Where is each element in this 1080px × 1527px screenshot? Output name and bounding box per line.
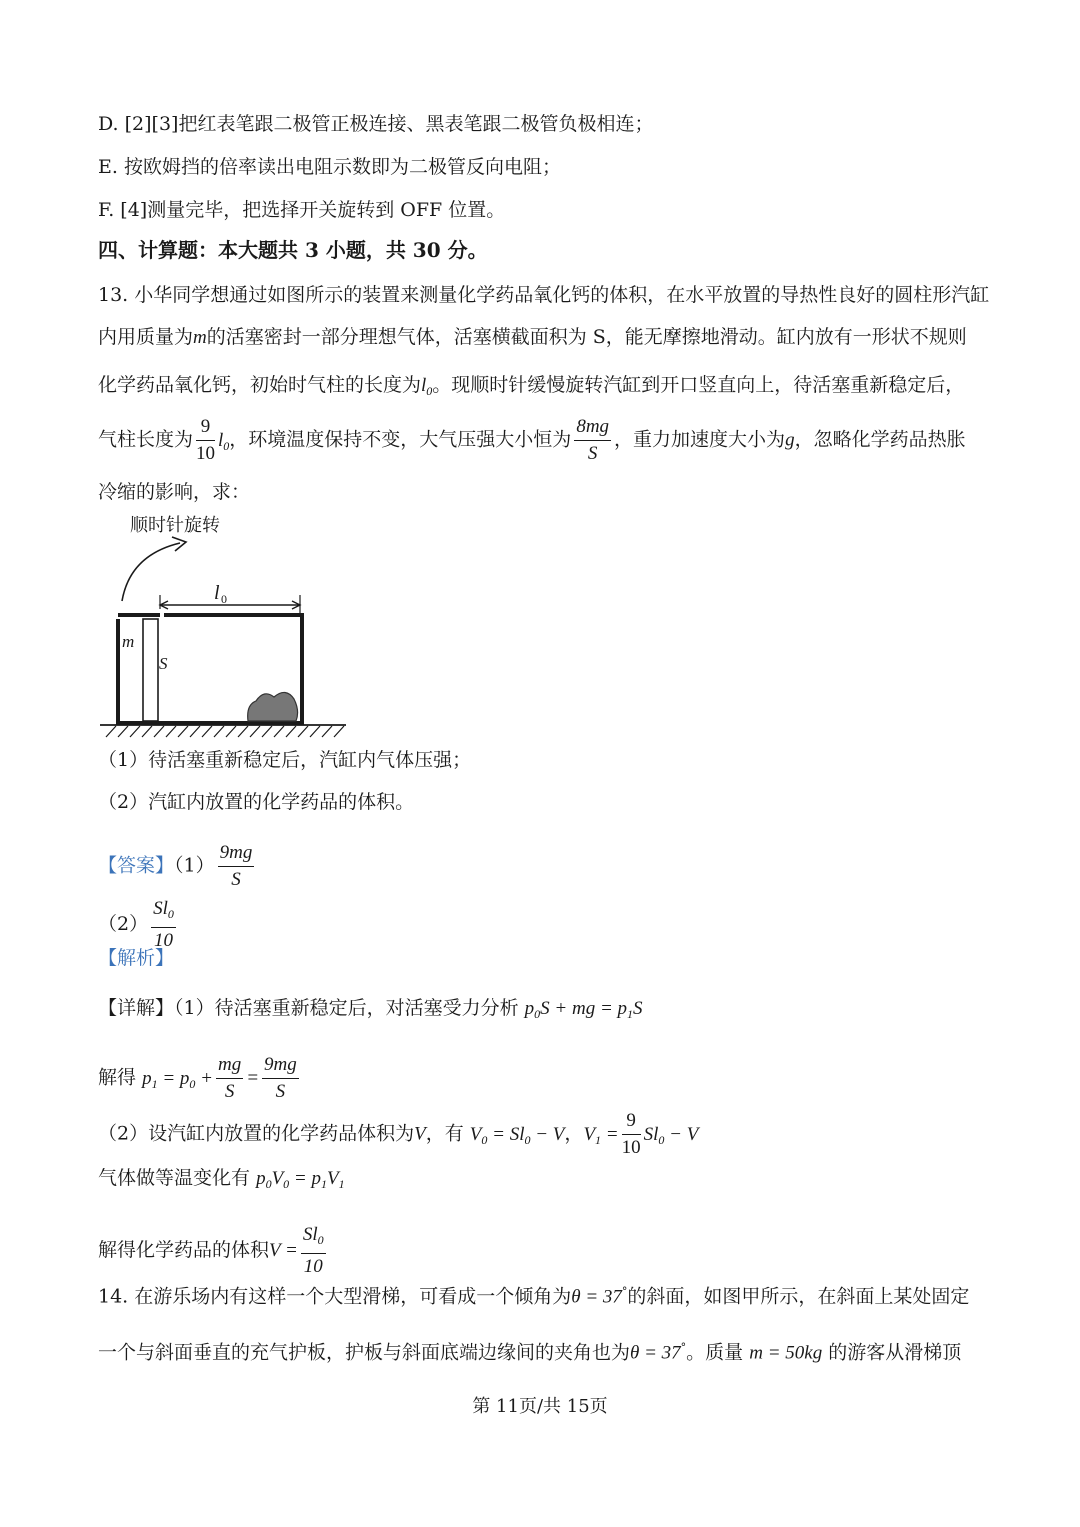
q13-sub1: （1）待活塞重新稳定后，汽缸内气体压强；: [98, 749, 472, 771]
fraction-8mg-S: $\frac{8mg}{S}$: [576, 416, 610, 464]
math-m: m: [193, 327, 207, 348]
answer-tag: 【答案】: [98, 854, 175, 877]
mass-label: m: [122, 632, 135, 651]
q14-line1: 14. 在游乐场内有这样一个大型滑梯，可看成一个倾角为θ = 37°的斜面，如图甲所示，在斜面上某处固定: [98, 1285, 970, 1308]
fraction-9-10: $\frac{9}{10}$: [196, 416, 216, 464]
area-label: S: [159, 654, 168, 673]
rotate-arrow: [122, 543, 180, 601]
option-f: F. [4]测量完毕，把选择开关旋转到 OFF 位置。: [98, 199, 506, 221]
q14-line2: 一个与斜面垂直的充气护板，护板与斜面底端边缘间的夹角也为θ = 37°。质量 m = 50kg 的游客从滑梯顶: [98, 1341, 962, 1364]
q13-line2: 内用质量为m的活塞密封一部分理想气体，活塞横截面积为 S，能无摩擦地滑动。缸内放有一形状不规则: [98, 326, 967, 348]
rotate-label: 顺时针旋转: [130, 515, 220, 536]
answer-1: 【答案】（1） $\frac{9mg}{S}$: [98, 842, 253, 890]
detail-2: （2）设汽缸内放置的化学药品体积为V，有 $V_0 = Sl_0 - V$，$V_1$ = $\frac{9}{10}$ $Sl_0 - V$: [98, 1110, 699, 1158]
q13-line5: 冷缩的影响，求：: [98, 481, 251, 503]
q13-line4: 气柱长度为 $\frac{9}{10}$ $l_0$，环境温度保持不变，大气压强大小恒为 $\frac{8mg}{S}$ ，重力加速度大小为g，忽略化学药品热胀: [98, 414, 966, 467]
answer-2: （2） $\frac{Sl_0}{10}$: [98, 898, 174, 951]
option-e: E. 按欧姆挡的倍率读出电阻示数即为二极管反向电阻；: [98, 156, 561, 178]
detail-1: 【详解】（1）待活塞重新稳定后，对活塞受力分析 $p_0S$ + mg = $p_1S$: [98, 997, 643, 1021]
q13-line3: 化学药品氧化钙，初始时气柱的长度为$l_0$。现顺时针缓慢旋转汽缸到开口竖直向上，待活塞重新稳定后，: [98, 374, 965, 398]
q13-line1: 13. 小华同学想通过如图所示的装置来测量化学药品氧化钙的体积，在水平放置的导热性良好的圆柱形汽缸: [98, 284, 990, 306]
option-d: D. [2][3]把红表笔跟二极管正极连接、黑表笔跟二极管负极相连；: [98, 113, 654, 135]
isothermal: 气体做等温变化有 $p_0V_0 = p_1V_1$: [98, 1167, 345, 1191]
piston: [143, 619, 158, 721]
q13-sub2: （2）汽缸内放置的化学药品的体积。: [98, 791, 415, 813]
chemical-sample: [248, 692, 298, 721]
l0-sub: 0: [221, 592, 227, 606]
section-heading: 四、计算题：本大题共 3 小题，共 30 分。: [98, 238, 488, 262]
page-footer: 第 11页/共 15页: [472, 1396, 608, 1417]
cylinder-figure: [96, 505, 356, 745]
l0-label: l: [214, 582, 220, 604]
analysis-tag: 【解析】: [98, 947, 175, 969]
ground-hatch: [106, 726, 344, 737]
solve-pressure: 解得 $p_1 = p_0$ + $\frac{mg}{S}$ = $\frac{9mg}{S}$: [98, 1054, 297, 1102]
final-volume: 解得化学药品的体积V = $\frac{Sl_0}{10}$: [98, 1224, 324, 1277]
